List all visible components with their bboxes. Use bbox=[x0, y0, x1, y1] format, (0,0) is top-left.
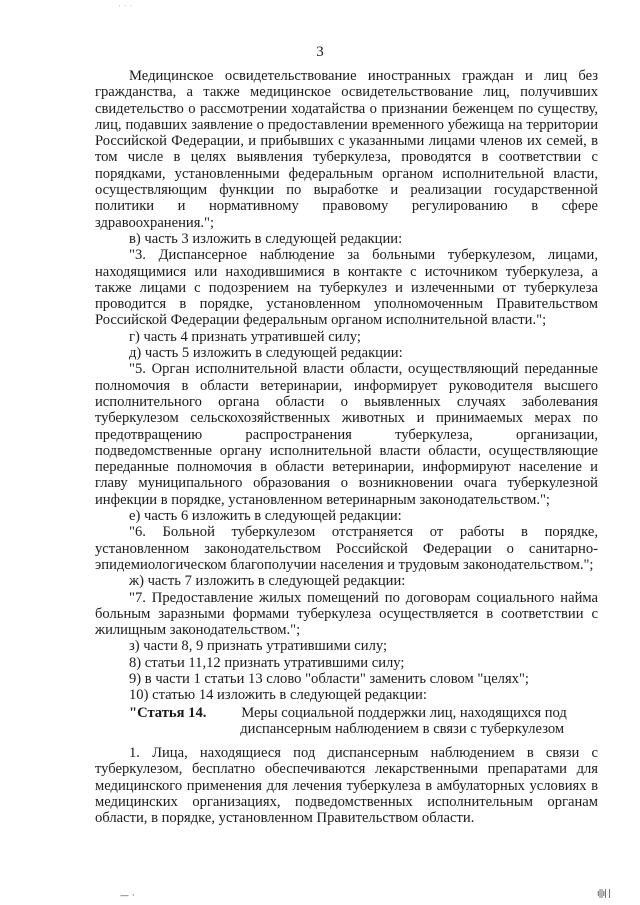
document-body bbox=[95, 68, 598, 827]
paragraph-8: "6. Больной туберкулезом отстраняется от работы в порядке, установленном законодательством Российской Федерации о санитарно-эпидемиологическом благополучии населения и трудовым законодательством."; bbox=[95, 524, 598, 573]
article-heading bbox=[129, 705, 598, 738]
paragraph-2: в) часть 3 изложить в следующей редакции: bbox=[129, 230, 403, 247]
paragraph-3: "3. Диспансерное наблюдение за больными туберкулезом, лицами, находящимися или находившимися в контакте с источником туберкулеза, а также лицами с подозрением на туберкулез и излеченными от туберкулеза проводится в порядке, установленном уполномоченным Правительством Российской Федерации федеральным органом исполнительной власти."; bbox=[95, 247, 598, 329]
paragraph-13: 9) в части 1 статьи 13 слово "области" заменить словом "целях"; bbox=[129, 670, 529, 687]
scan-artifact-top: · · · bbox=[118, 2, 133, 12]
paragraph-7: е) часть 6 изложить в следующей редакции: bbox=[129, 508, 402, 525]
scan-artifact-bottom-right: ı||ı| | bbox=[597, 889, 610, 899]
paragraph-final: 1. Лица, находящиеся под диспансерным наблюдением в связи с туберкулезом, бесплатно обеспечиваются лекарственными препаратами для медицинского применения для лечения туберкулеза в амбулаторных условиях в медицинских организациях, подведомственных исполнительным органам области, в порядке, установленном Правительством области. bbox=[95, 745, 598, 827]
paragraph-4: г) часть 4 признать утратившей силу; bbox=[129, 328, 361, 345]
paragraph-5: д) часть 5 изложить в следующей редакции: bbox=[129, 345, 403, 362]
article-label: "Статья 14. bbox=[129, 704, 207, 721]
article-title: Меры социальной поддержки лиц, находящихся под диспансерным наблюдением в связи с туберкулезом bbox=[240, 704, 567, 737]
paragraph-6: "5. Орган исполнительной власти области, осуществляющий переданные полномочия в области ветеринарии, информирует руководителя высшего исполнительного органа области о выявленных случаях заболевания туберкулезом сельскохозяйственных животных и принимаемых мерах по предотвращению распространения туберкулеза, организации, подведомственные органу исполнительной власти области, осуществляющие переданные полномочия в области ветеринарии, информируют население и главу муниципального образования о возникновении очага туберкулезной инфекции в порядке, установленном ветеринарным законодательством."; bbox=[95, 361, 598, 508]
paragraph-10: "7. Предоставление жилых помещений по договорам социального найма больным заразными формами туберкулеза осуществляется в соответствии с жилищным законодательством."; bbox=[95, 589, 598, 639]
page-number: 3 bbox=[316, 44, 324, 60]
paragraph-1: Медицинское освидетельствование иностранных граждан и лиц без гражданства, а также медицинское освидетельствование лиц, получивших свидетельство о рассмотрении ходатайства о признании беженцем по существу, лиц, подавших заявление о предоставлении временного убежища на территории Российской Федерации, и прибывших с указанными лицами членов их семей, в том числе в целях выявления туберкулеза, проводятся в соответствии с порядками, установленными федеральным органом исполнительной власти, осуществляющим функции по выработке и реализации государственной политики и нормативному правовому регулированию в сфере здравоохранения."; bbox=[95, 68, 598, 231]
paragraph-14: 10) статью 14 изложить в следующей редакции: bbox=[129, 687, 427, 704]
paragraph-12: 8) статьи 11,12 признать утратившими силу; bbox=[129, 654, 405, 671]
paragraph-11: з) части 8, 9 признать утратившими силу; bbox=[129, 638, 388, 655]
scan-artifact-bottom-left: — · bbox=[120, 891, 135, 901]
paragraph-9: ж) часть 7 изложить в следующей редакции: bbox=[129, 573, 406, 590]
